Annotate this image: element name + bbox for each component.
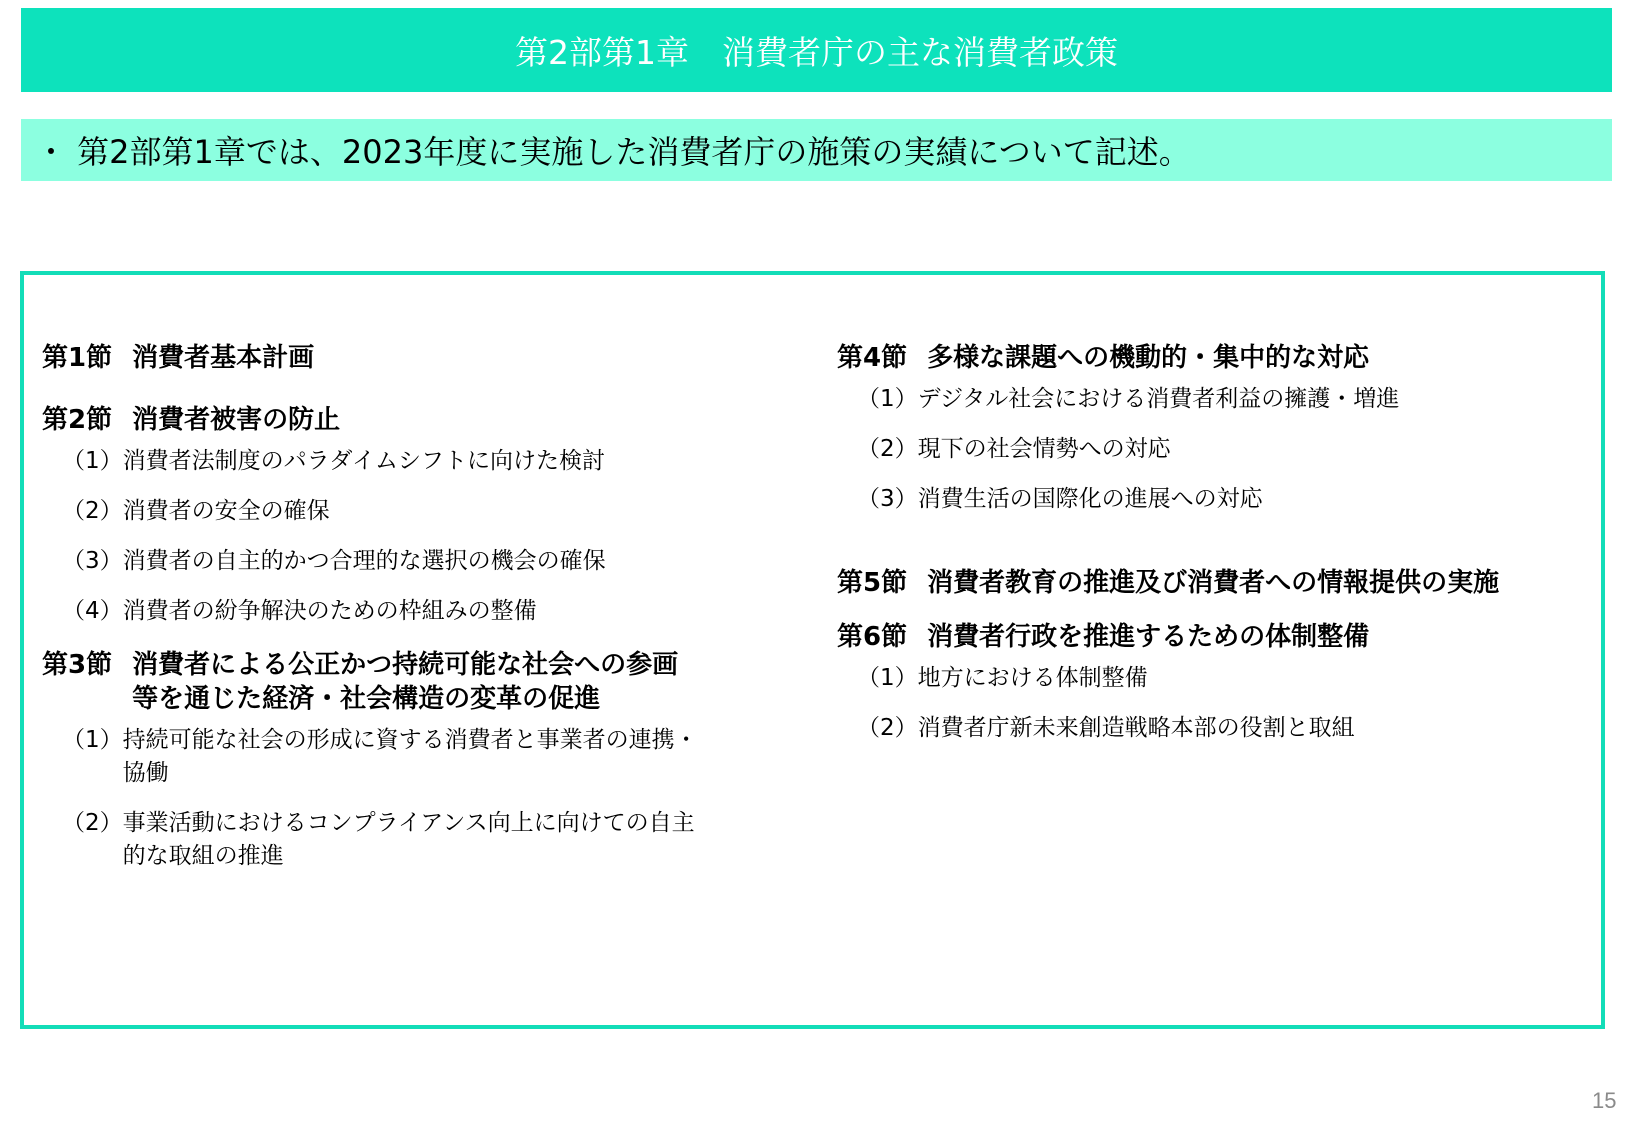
subsection-item (837, 662, 1597, 695)
summary-banner (21, 119, 1612, 181)
chapter-title: 第2部第1章 消費者庁の主な消費者政策 (515, 32, 1118, 72)
section-title: 多様な課題への機動的・集中的な対応 (927, 343, 1370, 373)
subsection-number: （2） (857, 715, 918, 741)
subsection-number: （1） (857, 386, 918, 412)
section-heading (42, 403, 802, 437)
subsection-item (837, 383, 1597, 416)
section-number: 第1節 (42, 343, 113, 373)
section-heading (837, 341, 1597, 375)
section-title: 消費者被害の防止 (132, 405, 341, 435)
subsection-number: （1） (857, 665, 918, 691)
subsection-item (42, 724, 802, 790)
section-number: 第3節 (42, 650, 113, 680)
section-heading (837, 566, 1597, 600)
subsection-item (42, 807, 802, 873)
section-title: 消費者行政を推進するための体制整備 (927, 622, 1370, 652)
page-number: 15 (1592, 1088, 1617, 1113)
subsection-item (42, 495, 802, 528)
subsection-text: 現下の社会情勢への対応 (917, 436, 1171, 462)
section-title: 消費者教育の推進及び消費者への情報提供の実施 (927, 568, 1500, 598)
summary-text: ・ 第2部第1章では、2023年度に実施した消費者庁の施策の実績について記述。 (35, 133, 1191, 171)
subsection-text: 消費生活の国際化の進展への対応 (917, 486, 1263, 512)
subsection-text: 消費者の安全の確保 (122, 498, 330, 524)
subsection-text: 持続可能な社会の形成に資する消費者と事業者の連携・協働 (122, 727, 698, 786)
subsection-item (837, 712, 1597, 745)
section-heading (837, 620, 1597, 654)
subsection-number: （2） (857, 436, 918, 462)
section-number: 第2節 (42, 405, 113, 435)
subsection-number: （1） (62, 448, 123, 474)
left-column (42, 341, 802, 890)
chapter-title-banner (21, 8, 1612, 92)
right-column (837, 341, 1597, 762)
subsection-text: 事業活動におけるコンプライアンス向上に向けての自主的な取組の推進 (122, 810, 695, 869)
subsection-text: デジタル社会における消費者利益の擁護・増進 (917, 386, 1400, 412)
subsection-number: （2） (62, 810, 123, 836)
section-list-box (20, 271, 1605, 1029)
subsection-number: （1） (62, 727, 123, 753)
section-title: 消費者による公正かつ持続可能な社会への参画等を通じた経済・社会構造の変革の促進 (132, 650, 679, 714)
subsection-number: （4） (62, 598, 123, 624)
subsection-text: 消費者の紛争解決のための枠組みの整備 (122, 598, 537, 624)
subsection-item (42, 595, 802, 628)
section-number: 第6節 (837, 622, 908, 652)
subsection-text: 消費者の自主的かつ合理的な選択の機会の確保 (122, 548, 606, 574)
subsection-number: （3） (62, 548, 123, 574)
section-heading (42, 648, 802, 716)
subsection-item (42, 445, 802, 478)
section-number: 第5節 (837, 568, 908, 598)
subsection-item (837, 483, 1597, 516)
section-number: 第4節 (837, 343, 908, 373)
subsection-text: 地方における体制整備 (917, 665, 1148, 691)
section-heading (42, 341, 802, 375)
section-title: 消費者基本計画 (132, 343, 315, 373)
subsection-text: 消費者庁新未来創造戦略本部の役割と取組 (917, 715, 1355, 741)
subsection-number: （3） (857, 486, 918, 512)
subsection-item (837, 433, 1597, 466)
subsection-item (42, 545, 802, 578)
subsection-number: （2） (62, 498, 123, 524)
subsection-text: 消費者法制度のパラダイムシフトに向けた検討 (122, 448, 605, 474)
